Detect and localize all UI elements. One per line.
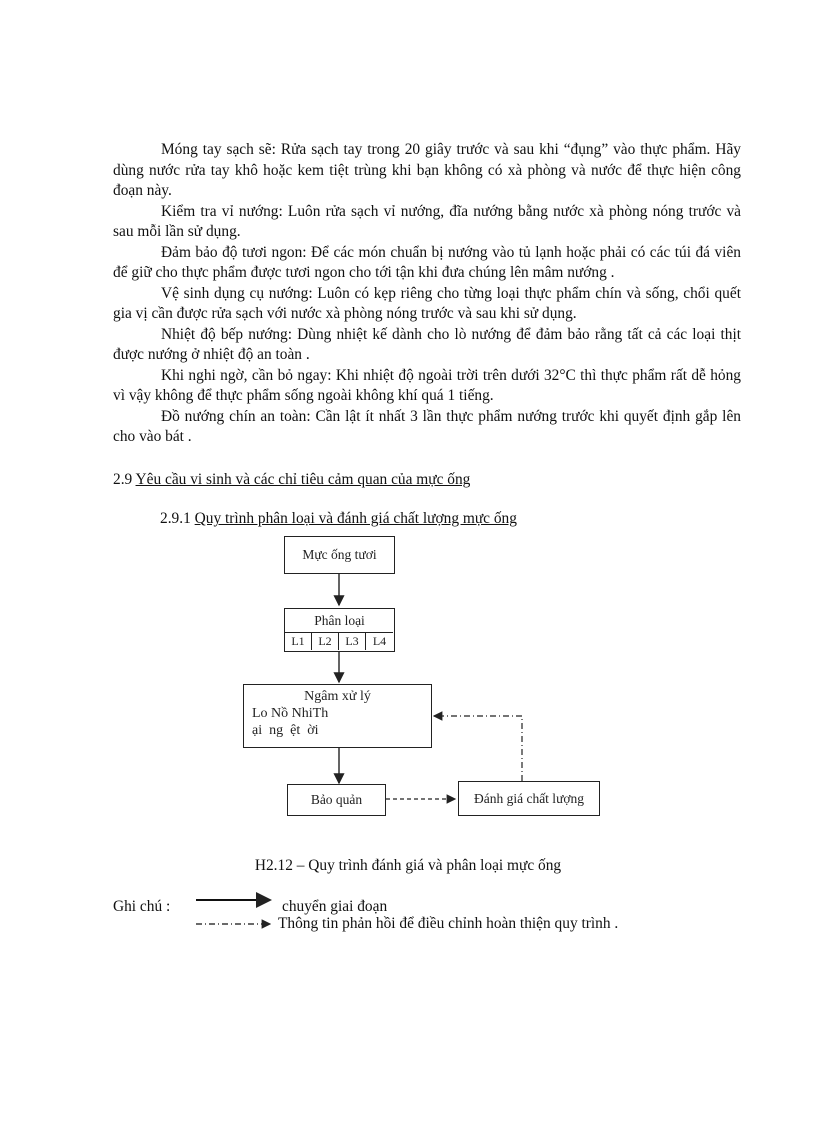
feedback-line-evaluate-to-soak xyxy=(434,716,522,781)
grade-cell: L1 xyxy=(285,633,312,650)
paragraph-tool-hygiene: Vệ sinh dụng cụ nướng: Luôn có kẹp riêng cho từng loại thực phẩm chín và sống, chổi quết gia vị cần được rửa sạch với nước xà phòng nóng trước và sau khi sử dụng. xyxy=(113,284,741,322)
paragraph-safe-cooking: Đồ nướng chín an toàn: Cần lật ít nhất 3 lần thực phẩm nướng trước khi quyết định gắp lên cho vào bát . xyxy=(113,407,741,445)
box-fresh-squid-label: Mực ống tươi xyxy=(302,547,377,562)
legend-dashed-description: Thông tin phản hồi để điều chỉnh hoàn thiện quy trình . xyxy=(278,915,619,932)
grade-cell: L3 xyxy=(339,633,366,650)
paragraph-freshness: Đảm bảo độ tươi ngon: Để các món chuẩn bị nướng vào tủ lạnh hoặc phải có các túi đá viên để giữ cho thực phẩm được tươi ngon cho tới tận khi đưa chúng lên mâm nướng . xyxy=(113,243,741,281)
paragraph-when-in-doubt: Khi nghi ngờ, cần bỏ ngay: Khi nhiệt độ ngoài trời trên dưới 32°C thì thực phẩm rất dễ hỏng vì vậy không để thực phẩm sống ngoài không khí quá 1 tiếng. xyxy=(113,366,741,404)
box-classification-label: Phân loại xyxy=(314,613,365,628)
box-soaking-title: Ngâm xử lý xyxy=(304,689,371,704)
box-soaking-line-2: ại ng ệt ời xyxy=(252,723,319,738)
legend-label: Ghi chú : xyxy=(113,898,171,915)
subsection-title: Quy trình phân loại và đánh giá chất lượng mực ống xyxy=(194,510,517,527)
grade-row xyxy=(285,632,393,651)
paragraph-clean-hands: Móng tay sạch sẽ: Rửa sạch tay trong 20 giây trước và sau khi “đụng” vào thực phẩm. Hãy dùng nước rửa tay khô hoặc kem tiệt trùng khi bạn không có xà phòng và nước để thực hiện công đoạn này. xyxy=(113,141,741,199)
section-title: Yêu cầu vi sinh và các chỉ tiêu cảm quan của mực ống xyxy=(135,471,471,488)
box-storage-label: Bảo quản xyxy=(310,792,363,807)
paragraph-grill-temperature: Nhiệt độ bếp nướng: Dùng nhiệt kế dành cho lò nướng để đảm bảo rằng tất cả các loại thịt được nướng ở nhiệt độ an toàn . xyxy=(113,325,741,363)
grade-cell: L4 xyxy=(372,634,387,648)
box-soaking-line-1: Lo Nồ NhiTh xyxy=(252,706,329,721)
box-quality-evaluation xyxy=(458,781,600,816)
subsection-number: 2.9.1 xyxy=(160,510,191,527)
figure-caption: H2.12 – Quy trình đánh giá và phân loại mực ống xyxy=(254,857,562,874)
box-storage xyxy=(287,784,386,816)
box-soaking-treatment xyxy=(243,684,432,748)
box-quality-evaluation-label: Đánh giá chất lượng xyxy=(473,791,585,806)
paragraph-check-grill: Kiểm tra vỉ nướng: Luôn rửa sạch vỉ nướng, đĩa nướng bằng nước xà phòng nóng trước và sau mỗi lần sử dụng. xyxy=(113,202,741,240)
legend-solid-description: chuyển giai đoạn xyxy=(282,898,388,915)
section-number: 2.9 xyxy=(113,471,133,488)
grade-cell: L2 xyxy=(312,633,339,650)
box-fresh-squid xyxy=(284,536,395,574)
box-classification xyxy=(284,608,395,652)
